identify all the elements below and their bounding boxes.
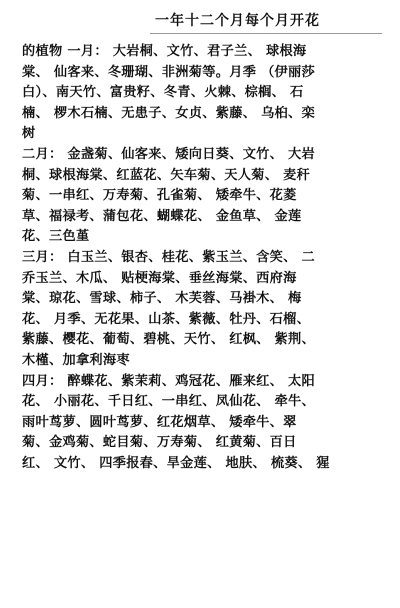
text-line: 三月： 白玉兰、银杏、桂花、紫玉兰、含笑、 二 [22,249,316,265]
text-line: 菊、金鸡菊、蛇目菊、万寿菊、 红黄菊、百日 [22,435,297,451]
text-line: 花、三色堇 [22,229,90,245]
page-title: 一年十二个月每个月开花 [155,13,320,29]
text-line: 的植物 一月： 大岩桐、文竹、君子兰、 球根海 [22,44,307,59]
text-line: 四月： 醉蝶花、紫茉莉、鸡冠花、雁来红、 太阳 [22,373,316,389]
text-line: 木槿、加拿利海枣 [22,352,130,368]
text-line: 桐、球根海棠、红蓝花、矢车菊、天人菊、 麦秆 [22,167,311,183]
text-line: 紫藤、樱花、葡萄、碧桃、天竹、 红枫、 紫荆、 [22,332,316,348]
text-line: 花、 月季、无花果、山茶、紫薇、牡丹、石榴、 [22,311,311,327]
text-line: 雨叶茑萝、圆叶茑萝、红花烟草、 矮牵牛、翠 [22,414,297,430]
text-body [22,42,392,474]
text-line: 二月： 金盏菊、仙客来、矮向日葵、文竹、 大岩 [22,146,316,162]
text-line: 楠、 椤木石楠、无患子、女贞、紫藤、 乌桕、栾 [22,105,316,121]
text-line: 红、 文竹、 四季报春、旱金莲、 地肤、 梳葵、 猩 [22,455,330,471]
text-line: 棠、 仙客来、冬珊瑚、非洲菊等。月季 （伊丽莎 [22,64,316,80]
text-line: 花、 小丽花、千日红、一串红、凤仙花、 牵牛、 [22,394,316,410]
text-line: 菊、一串红、万寿菊、孔雀菊、 矮牵牛、花菱 [22,188,297,204]
text-line: 棠、琼花、雪球、柿子、 木芙蓉、马褂木、 梅 [22,291,302,307]
text-line: 乔玉兰、木瓜、 贴梗海棠、垂丝海棠、西府海 [22,270,297,286]
title-underline [150,33,382,34]
text-line: 树 [22,126,36,142]
text-line: 白）、南天竹、富贵籽、冬青、火棘、棕榈、 石 [22,85,304,101]
text-line: 草、福禄考、蒲包花、蝴蝶花、 金鱼草、 金莲 [22,208,302,224]
